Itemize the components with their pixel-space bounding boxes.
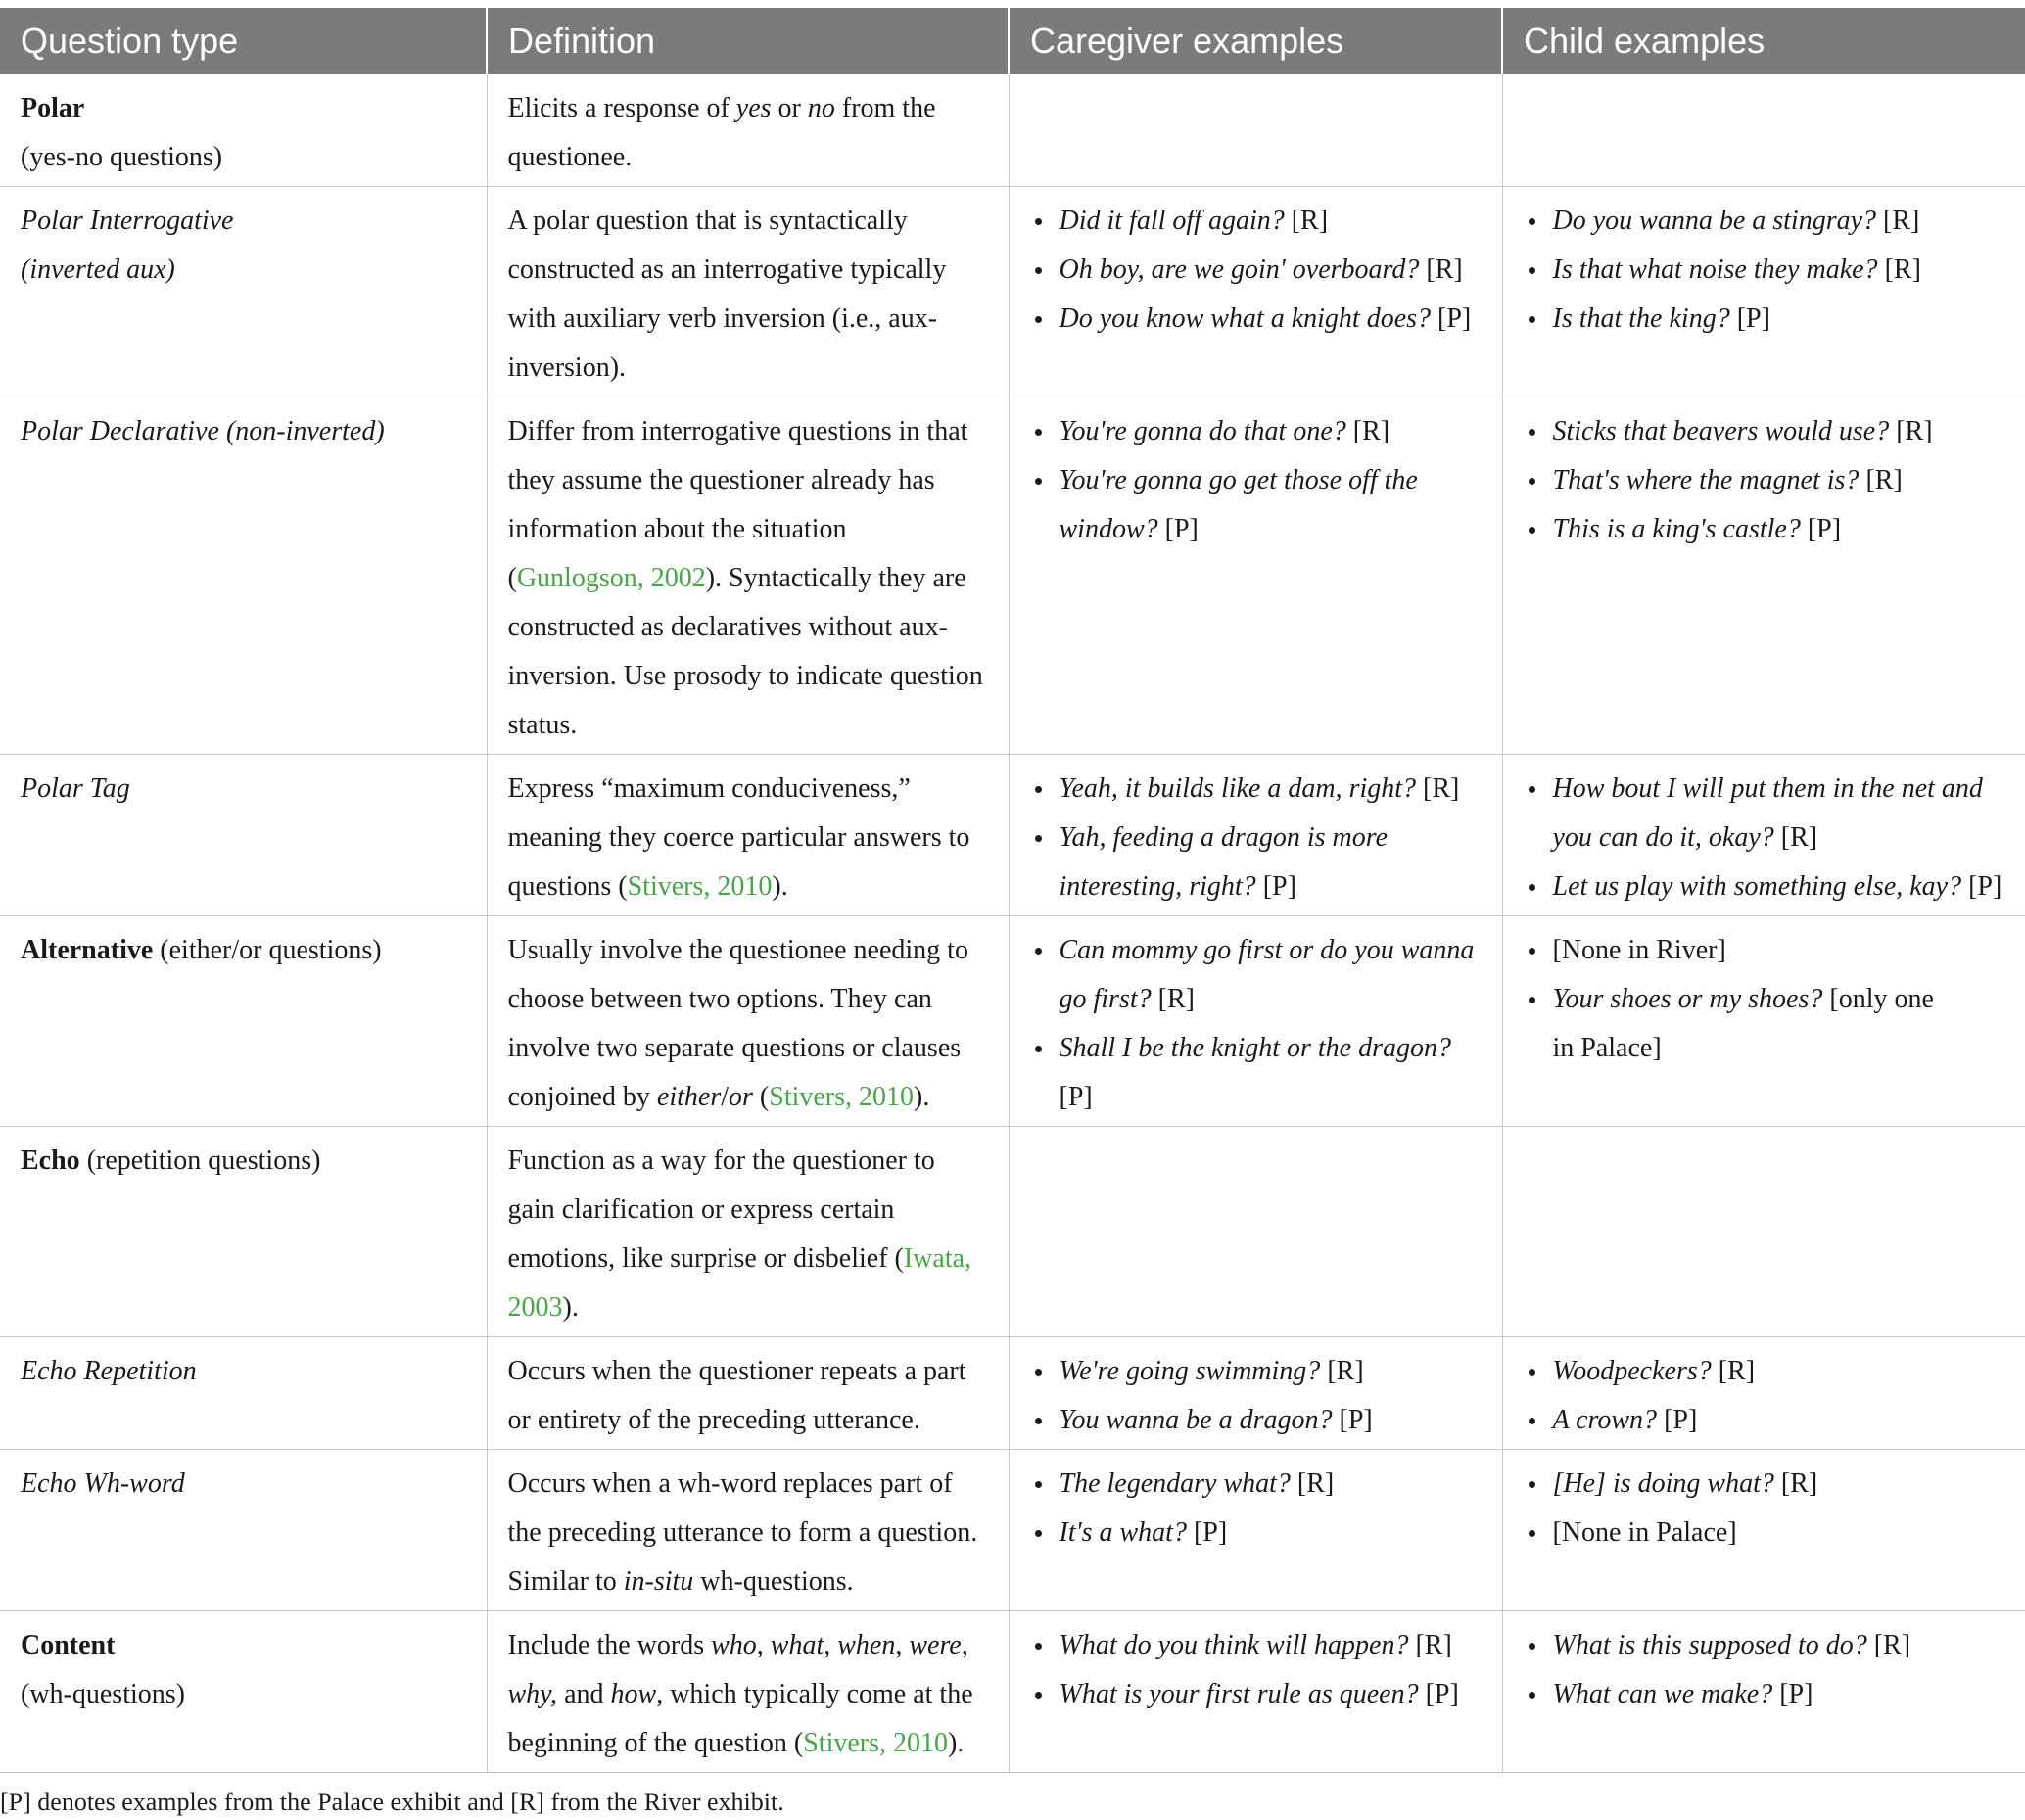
type-cell (0, 1611, 487, 1773)
exhibit-tag: [R] (1320, 1356, 1364, 1386)
child-cell (1502, 1611, 2025, 1773)
definition-text: ). (914, 1082, 930, 1112)
definition-italic: no (807, 93, 835, 123)
caregiver-cell (1009, 187, 1502, 397)
definition-text: ). (562, 1292, 579, 1323)
definition-text: Differ from interrogative questions in that they assume the questioner already has information about the situation ( (507, 416, 968, 593)
example-text: Oh boy, are we goin' overboard? (1059, 255, 1420, 285)
list-item (1060, 1621, 1483, 1670)
exhibit-tag: [R] (1773, 1469, 1818, 1499)
definition-text: and (557, 1679, 611, 1709)
exhibit-tag: [R] (1416, 773, 1460, 804)
list-item (1060, 1347, 1483, 1396)
exhibit-tag: [P] (1157, 514, 1199, 544)
exhibit-tag: [P] (1729, 303, 1770, 334)
exhibit-tag: [R] (1408, 1630, 1452, 1660)
definition-cell (487, 916, 1009, 1127)
child-list (1524, 1460, 2006, 1558)
child-cell (1502, 187, 2025, 397)
child-list (1524, 407, 2006, 554)
child-list (1524, 765, 2018, 911)
definition-text: Usually involve the questionee needing to choose between two options. They can involve two separate questions or clauses conjoined by (507, 935, 968, 1112)
definition-text: wh-questions. (693, 1566, 854, 1597)
example-text: Shall I be the knight or the dragon? (1059, 1033, 1452, 1063)
example-text: What do you think will happen? (1059, 1630, 1409, 1660)
definition-cell (487, 187, 1009, 397)
caregiver-cell (1009, 755, 1502, 916)
caregiver-list (1030, 1621, 1483, 1719)
list-item (1553, 407, 2006, 456)
list-item (1060, 1670, 1483, 1719)
example-text: [He] is doing what? (1552, 1469, 1774, 1499)
caregiver-list (1030, 407, 1483, 554)
child-list (1524, 197, 2006, 344)
type-cell (0, 1337, 487, 1450)
table-row (0, 1337, 2025, 1450)
type-cell (0, 74, 487, 187)
caregiver-list (1030, 1347, 1483, 1445)
list-item (1553, 975, 1945, 1073)
type-name: Polar Declarative (non-inverted) (21, 416, 385, 446)
example-text: We're going swimming? (1059, 1356, 1321, 1386)
exhibit-tag: [P] (1961, 871, 2002, 902)
example-text: The legendary what? (1059, 1469, 1291, 1499)
caregiver-list (1030, 765, 1483, 911)
child-cell (1502, 1337, 2025, 1450)
definition-text: ( (752, 1082, 770, 1112)
exhibit-tag: [R] (1876, 206, 1920, 236)
exhibit-tag: [only one in Palace] (1552, 984, 1934, 1063)
definition-text: Elicits a response of (507, 93, 736, 123)
type-cell (0, 1127, 487, 1337)
list-item (1060, 295, 1483, 344)
type-sub: (yes-no questions) (21, 142, 223, 172)
list-item (1553, 926, 2006, 975)
list-item (1553, 456, 2006, 505)
example-text: Do you wanna be a stingray? (1552, 206, 1877, 236)
example-text: Yeah, it builds like a dam, right? (1059, 773, 1417, 804)
definition-text: Occurs when the questioner repeats a part or entirety of the preceding utterance. (507, 1356, 966, 1435)
caregiver-list (1030, 926, 1483, 1122)
header-definition: Definition (487, 8, 1009, 74)
child-cell (1502, 74, 2025, 187)
list-item (1553, 1670, 2006, 1719)
table-header-row (0, 8, 2025, 74)
definition-text: Occurs when a wh-word replaces part of the preceding utterance to form a question. Similar to (507, 1469, 978, 1597)
exhibit-tag: [None in Palace] (1552, 1517, 1737, 1548)
definition-italic: in-situ (623, 1566, 694, 1597)
exhibit-tag: [None in River] (1552, 935, 1726, 965)
caregiver-cell (1009, 1127, 1502, 1337)
exhibit-tag: [P] (1772, 1679, 1813, 1709)
example-text: This is a king's castle? (1552, 514, 1801, 544)
example-text: Sticks that beavers would use? (1552, 416, 1890, 446)
citation-link[interactable]: Stivers, 2010 (803, 1728, 949, 1758)
exhibit-tag: [P] (1186, 1517, 1228, 1548)
list-item (1060, 765, 1483, 814)
example-text: Yah, feeding a dragon is more interesting, right? (1059, 822, 1388, 902)
type-name: Content (21, 1630, 116, 1660)
example-text: Is that what noise they make? (1552, 255, 1878, 285)
table-row (0, 755, 2025, 916)
caregiver-list (1030, 197, 1483, 344)
child-cell (1502, 1127, 2025, 1337)
example-text: Is that the king? (1552, 303, 1730, 334)
example-text: You wanna be a dragon? (1059, 1405, 1333, 1435)
example-text: Did it fall off again? (1059, 206, 1285, 236)
exhibit-tag: [P] (1332, 1405, 1373, 1435)
type-name: Polar Tag (21, 773, 130, 804)
citation-link[interactable]: Gunlogson, 2002 (516, 563, 706, 593)
type-name: Echo Wh-word (21, 1469, 185, 1499)
child-cell (1502, 755, 2025, 916)
definition-italic: yes (735, 93, 772, 123)
exhibit-tag: [R] (1284, 206, 1329, 236)
type-sub: (wh-questions) (21, 1679, 185, 1709)
type-cell (0, 1450, 487, 1611)
type-cell (0, 397, 487, 755)
exhibit-tag: [P] (1657, 1405, 1698, 1435)
child-cell (1502, 397, 2025, 755)
caregiver-cell (1009, 1450, 1502, 1611)
example-text: Can mommy go first or do you wanna go first? (1059, 935, 1475, 1014)
citation-link[interactable]: Stivers, 2010 (769, 1082, 915, 1112)
definition-text: ). Syntactically they are constructed as declaratives without aux-inversion. Use prosody to indicate question status. (507, 563, 983, 740)
definition-italic: who, what, when, were, why, (507, 1630, 968, 1709)
exhibit-tag: [R] (1345, 416, 1390, 446)
definition-text: A polar question that is syntactically constructed as an interrogative typically with auxiliary verb inversion (i.e., aux-inversion). (507, 206, 947, 383)
type-name: Polar Interrogative (inverted aux) (21, 206, 234, 285)
caregiver-cell (1009, 1611, 1502, 1773)
child-list (1524, 1621, 2006, 1719)
child-list (1524, 926, 2006, 1073)
exhibit-tag: [R] (1773, 822, 1818, 853)
list-item (1060, 407, 1483, 456)
definition-cell (487, 755, 1009, 916)
example-text: Woodpeckers? (1552, 1356, 1712, 1386)
exhibit-tag: [R] (1711, 1356, 1756, 1386)
example-text: How bout I will put them in the net and you can do it, okay? (1552, 773, 1983, 853)
type-name: Echo Repetition (21, 1356, 197, 1386)
header-caregiver-examples: Caregiver examples (1009, 8, 1502, 74)
question-types-table (0, 8, 2025, 1773)
exhibit-tag: [P] (1418, 1679, 1459, 1709)
definition-cell (487, 397, 1009, 755)
definition-text: Include the words (507, 1630, 712, 1660)
definition-text: , which typically come at the beginning of the question ( (507, 1679, 973, 1758)
table-row (0, 397, 2025, 755)
list-item (1553, 1396, 2006, 1445)
list-item (1553, 765, 2018, 863)
list-item (1060, 1509, 1483, 1558)
list-item (1060, 1024, 1483, 1122)
list-item (1060, 1460, 1483, 1509)
list-item (1553, 1347, 2006, 1396)
definition-cell (487, 1127, 1009, 1337)
example-text: That's where the magnet is? (1552, 465, 1860, 495)
exhibit-tag: [R] (1419, 255, 1463, 285)
exhibit-tag: [P] (1800, 514, 1842, 544)
list-item (1060, 197, 1483, 246)
exhibit-tag: [P] (1059, 1082, 1093, 1112)
exhibit-tag: [R] (1877, 255, 1921, 285)
list-item (1060, 246, 1483, 295)
list-item (1553, 863, 2018, 911)
caregiver-cell (1009, 916, 1502, 1127)
citation-link[interactable]: Iwata, 2003 (507, 1243, 972, 1323)
definition-text: ). (772, 871, 788, 902)
list-item (1553, 505, 2006, 554)
table-footnote: [P] denotes examples from the Palace exhibit and [R] from the River exhibit. (0, 1788, 784, 1816)
table-row (0, 1450, 2025, 1611)
child-cell (1502, 1450, 2025, 1611)
list-item (1553, 197, 2006, 246)
table-row (0, 74, 2025, 187)
definition-cell (487, 74, 1009, 187)
definition-text: Express “maximum conduciveness,” meaning they coerce particular answers to questions ( (507, 773, 970, 902)
type-sub: (repetition questions) (79, 1145, 321, 1176)
list-item (1060, 456, 1483, 554)
definition-italic: or (729, 1082, 753, 1112)
question-types-table-container (0, 8, 2025, 1820)
table-row (0, 187, 2025, 397)
exhibit-tag: [R] (1859, 465, 1903, 495)
example-text: A crown? (1552, 1405, 1658, 1435)
exhibit-tag: [R] (1889, 416, 1933, 446)
definition-text: ). (948, 1728, 965, 1758)
type-cell (0, 755, 487, 916)
definition-cell (487, 1611, 1009, 1773)
exhibit-tag: [R] (1151, 984, 1195, 1014)
list-item (1060, 926, 1483, 1024)
type-name: Echo (21, 1145, 80, 1176)
definition-cell (487, 1450, 1009, 1611)
example-text: What is your first rule as queen? (1059, 1679, 1419, 1709)
caregiver-cell (1009, 397, 1502, 755)
definition-text: Function as a way for the questioner to gain clarification or express certain emotions, like surprise or disbelief ( (507, 1145, 935, 1274)
exhibit-tag: [R] (1866, 1630, 1911, 1660)
child-list (1524, 1347, 2006, 1445)
example-text: What is this supposed to do? (1552, 1630, 1867, 1660)
example-text: You're gonna do that one? (1059, 416, 1346, 446)
citation-link[interactable]: Stivers, 2010 (627, 871, 773, 902)
caregiver-cell (1009, 1337, 1502, 1450)
exhibit-tag: [R] (1290, 1469, 1335, 1499)
exhibit-tag: [P] (1431, 303, 1472, 334)
table-row (0, 1611, 2025, 1773)
list-item (1553, 246, 2006, 295)
header-question-type: Question type (0, 8, 487, 74)
example-text: You're gonna go get those off the window? (1059, 465, 1418, 544)
definition-text: / (721, 1082, 730, 1112)
table-row (0, 1127, 2025, 1337)
list-item (1553, 1509, 2006, 1558)
type-name: Alternative (21, 935, 154, 965)
list-item (1060, 1396, 1483, 1445)
definition-cell (487, 1337, 1009, 1450)
caregiver-cell (1009, 74, 1502, 187)
type-cell (0, 916, 487, 1127)
exhibit-tag: [P] (1255, 871, 1296, 902)
type-sub: (either/or questions) (153, 935, 382, 965)
definition-text: or (771, 93, 808, 123)
type-cell (0, 187, 487, 397)
child-cell (1502, 916, 2025, 1127)
list-item (1553, 295, 2006, 344)
list-item (1553, 1621, 2006, 1670)
example-text: Let us play with something else, kay? (1552, 871, 1962, 902)
example-text: Do you know what a knight does? (1059, 303, 1432, 334)
caregiver-list (1030, 1460, 1483, 1558)
list-item (1553, 1460, 2006, 1509)
example-text: It's a what? (1059, 1517, 1187, 1548)
definition-text: from the questionee. (507, 93, 936, 172)
type-name: Polar (21, 93, 85, 123)
example-text: Your shoes or my shoes? (1552, 984, 1823, 1014)
definition-italic: either (656, 1082, 722, 1112)
list-item (1060, 814, 1483, 911)
header-child-examples: Child examples (1502, 8, 2025, 74)
definition-italic: how (610, 1679, 657, 1709)
table-row (0, 916, 2025, 1127)
example-text: What can we make? (1552, 1679, 1773, 1709)
